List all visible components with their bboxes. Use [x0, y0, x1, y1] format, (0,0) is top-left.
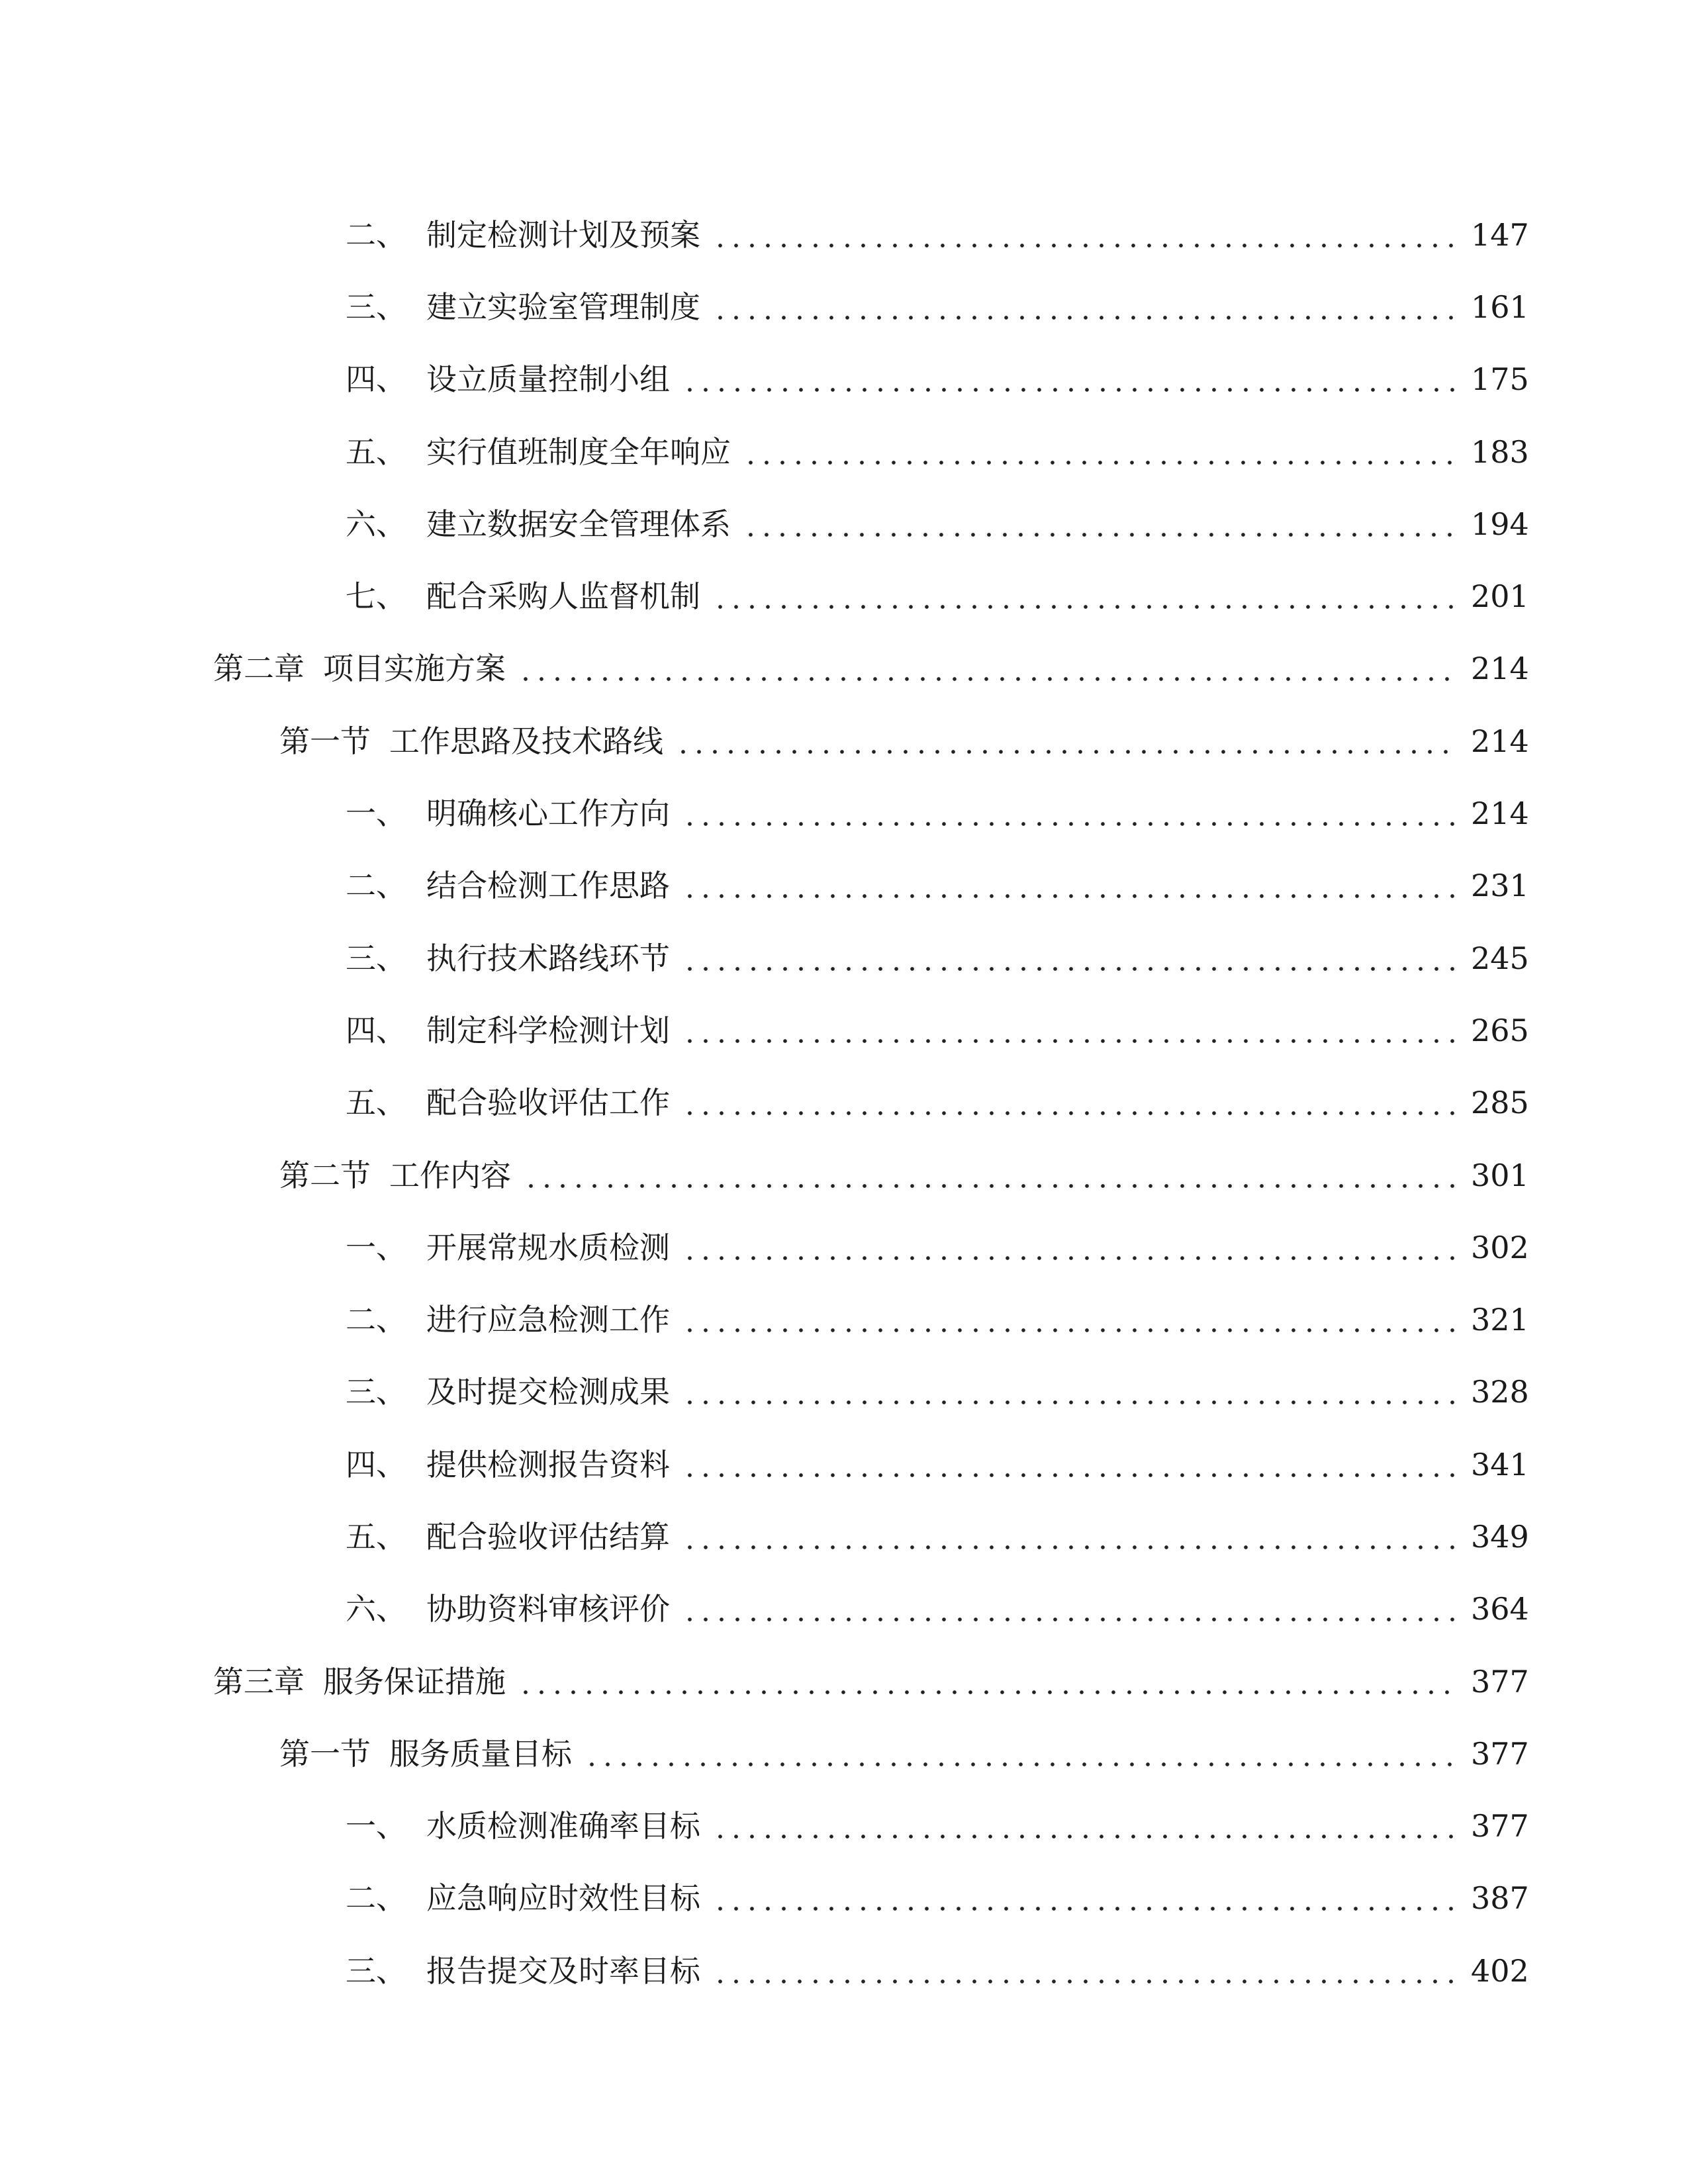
dot-leader [682, 1594, 1459, 1624]
toc-entry[interactable] [0, 1211, 1688, 1283]
toc-entry-page-number: 214 [1471, 723, 1529, 759]
toc-entry-page-number: 302 [1471, 1229, 1529, 1265]
toc-entry-number: 第一节 [279, 723, 371, 759]
table-of-contents [0, 199, 1688, 2007]
toc-entry[interactable] [0, 271, 1688, 343]
toc-entry-number: 七、 [346, 578, 406, 615]
toc-entry-label [346, 1518, 670, 1555]
toc-entry-label [346, 1302, 670, 1338]
toc-entry-title: 制定科学检测计划 [426, 1012, 670, 1048]
toc-entry[interactable] [0, 1283, 1688, 1355]
toc-entry-title: 设立质量控制小组 [426, 361, 670, 398]
toc-entry[interactable] [0, 560, 1688, 632]
toc-entry-label [213, 651, 506, 687]
dot-leader [675, 726, 1459, 756]
toc-entry-title: 工作思路及技术路线 [389, 723, 663, 759]
toc-entry-title: 及时提交检测成果 [426, 1374, 670, 1410]
toc-entry[interactable] [0, 777, 1688, 849]
dot-leader [712, 1956, 1459, 1986]
toc-entry-label [346, 216, 700, 253]
toc-entry-label [346, 1229, 670, 1265]
toc-entry[interactable] [0, 1645, 1688, 1717]
toc-entry-label [346, 289, 700, 325]
toc-entry-page-number: 321 [1471, 1302, 1529, 1338]
toc-entry-page-number: 341 [1471, 1446, 1529, 1482]
dot-leader [682, 1377, 1459, 1407]
toc-entry-label [213, 1663, 506, 1700]
toc-entry[interactable] [0, 1717, 1688, 1790]
toc-entry-label [346, 940, 670, 976]
toc-entry[interactable] [0, 1500, 1688, 1572]
toc-entry-label [346, 1880, 700, 1917]
toc-entry-number: 二、 [346, 1302, 406, 1338]
toc-entry-page-number: 377 [1471, 1663, 1529, 1700]
toc-entry-page-number: 301 [1471, 1157, 1529, 1193]
toc-entry-number: 五、 [346, 1518, 406, 1555]
toc-entry-number: 三、 [346, 1952, 406, 1989]
toc-entry-title: 应急响应时效性目标 [426, 1880, 700, 1917]
toc-entry-page-number: 245 [1471, 940, 1529, 976]
toc-entry-page-number: 147 [1471, 216, 1529, 253]
toc-entry-number: 一、 [346, 796, 406, 832]
toc-entry-title: 建立数据安全管理体系 [426, 506, 731, 542]
dot-leader [682, 1522, 1459, 1552]
toc-entry-number: 四、 [346, 361, 406, 398]
toc-entry[interactable] [0, 343, 1688, 416]
toc-entry-page-number: 285 [1471, 1085, 1529, 1121]
toc-entry-title: 执行技术路线环节 [426, 940, 670, 976]
toc-entry-title: 报告提交及时率目标 [426, 1952, 700, 1989]
toc-entry-number: 第三章 [213, 1663, 305, 1700]
toc-entry-number: 第二节 [279, 1157, 371, 1193]
toc-entry-page-number: 214 [1471, 796, 1529, 832]
toc-entry-title: 制定检测计划及预案 [426, 216, 700, 253]
toc-entry[interactable] [0, 1934, 1688, 2007]
toc-entry-title: 提供检测报告资料 [426, 1446, 670, 1482]
dot-leader [712, 1811, 1459, 1841]
dot-leader [682, 1087, 1459, 1118]
dot-leader [712, 1883, 1459, 1913]
toc-entry-title: 水质检测准确率目标 [426, 1808, 700, 1844]
toc-entry-title: 配合验收评估工作 [426, 1085, 670, 1121]
toc-entry-number: 五、 [346, 433, 406, 470]
toc-entry[interactable] [0, 416, 1688, 488]
toc-entry-page-number: 328 [1471, 1374, 1529, 1410]
toc-entry-title: 开展常规水质检测 [426, 1229, 670, 1265]
dot-leader [743, 437, 1459, 467]
toc-entry-label [279, 723, 663, 759]
toc-entry-page-number: 183 [1471, 433, 1529, 470]
toc-entry[interactable] [0, 199, 1688, 271]
dot-leader [584, 1739, 1459, 1769]
toc-entry[interactable] [0, 488, 1688, 560]
toc-entry-title: 结合检测工作思路 [426, 868, 670, 904]
toc-entry-label [346, 1085, 670, 1121]
toc-entry-label [346, 796, 670, 832]
toc-entry[interactable] [0, 850, 1688, 922]
toc-entry-page-number: 194 [1471, 506, 1529, 542]
toc-entry-label [346, 361, 670, 398]
toc-entry-label [279, 1735, 572, 1772]
toc-entry-page-number: 377 [1471, 1735, 1529, 1772]
dot-leader [682, 1232, 1459, 1263]
toc-entry-label [346, 433, 731, 470]
dot-leader [682, 870, 1459, 901]
toc-entry-number: 一、 [346, 1229, 406, 1265]
toc-entry-number: 六、 [346, 1591, 406, 1627]
toc-entry-number: 二、 [346, 1880, 406, 1917]
toc-entry-number: 三、 [346, 940, 406, 976]
toc-entry-title: 项目实施方案 [323, 651, 506, 687]
toc-entry-label [346, 578, 700, 615]
dot-leader [518, 653, 1459, 684]
toc-entry[interactable] [0, 1428, 1688, 1500]
dot-leader [682, 1449, 1459, 1480]
dot-leader [743, 509, 1459, 539]
dot-leader [682, 1304, 1459, 1335]
toc-entry-label [346, 1952, 700, 1989]
toc-entry-page-number: 175 [1471, 361, 1529, 398]
toc-entry-page-number: 231 [1471, 868, 1529, 904]
toc-entry[interactable] [0, 994, 1688, 1066]
toc-entry-title: 工作内容 [389, 1157, 511, 1193]
toc-entry-title: 进行应急检测工作 [426, 1302, 670, 1338]
toc-entry-title: 协助资料审核评价 [426, 1591, 670, 1627]
toc-entry[interactable] [0, 1356, 1688, 1428]
toc-entry-page-number: 161 [1471, 289, 1529, 325]
toc-entry-title: 配合验收评估结算 [426, 1518, 670, 1555]
toc-entry-number: 三、 [346, 1374, 406, 1410]
dot-leader [523, 1160, 1459, 1191]
toc-entry-title: 服务质量目标 [389, 1735, 572, 1772]
toc-entry-number: 二、 [346, 216, 406, 253]
toc-entry-title: 服务保证措施 [323, 1663, 506, 1700]
dot-leader [682, 364, 1459, 394]
dot-leader [712, 581, 1459, 612]
toc-entry-title: 配合采购人监督机制 [426, 578, 700, 615]
toc-entry-title: 实行值班制度全年响应 [426, 433, 731, 470]
dot-leader [712, 220, 1459, 250]
toc-entry-label [346, 1374, 670, 1410]
toc-entry-number: 第二章 [213, 651, 305, 687]
toc-entry-label [346, 1012, 670, 1048]
toc-entry-page-number: 265 [1471, 1012, 1529, 1048]
toc-entry-number: 二、 [346, 868, 406, 904]
toc-entry-page-number: 377 [1471, 1808, 1529, 1844]
toc-entry-title: 明确核心工作方向 [426, 796, 670, 832]
toc-entry-page-number: 364 [1471, 1591, 1529, 1627]
toc-entry-label [346, 868, 670, 904]
toc-entry-page-number: 214 [1471, 651, 1529, 687]
toc-entry-label [346, 1446, 670, 1482]
dot-leader [682, 1015, 1459, 1046]
toc-entry-label [279, 1157, 511, 1193]
dot-leader [682, 798, 1459, 829]
toc-entry-number: 四、 [346, 1446, 406, 1482]
dot-leader [682, 943, 1459, 974]
dot-leader [518, 1666, 1459, 1697]
toc-entry[interactable] [0, 705, 1688, 777]
toc-entry[interactable] [0, 1139, 1688, 1211]
toc-entry-number: 第一节 [279, 1735, 371, 1772]
toc-entry-number: 四、 [346, 1012, 406, 1048]
dot-leader [712, 292, 1459, 322]
toc-entry-title: 建立实验室管理制度 [426, 289, 700, 325]
toc-entry-page-number: 201 [1471, 578, 1529, 615]
toc-entry[interactable] [0, 633, 1688, 705]
toc-entry[interactable] [0, 1067, 1688, 1139]
toc-entry-label [346, 1591, 670, 1627]
toc-entry-number: 六、 [346, 506, 406, 542]
toc-entry[interactable] [0, 1862, 1688, 1934]
toc-entry[interactable] [0, 1573, 1688, 1645]
toc-entry[interactable] [0, 922, 1688, 994]
toc-entry-page-number: 402 [1471, 1952, 1529, 1989]
toc-entry-label [346, 506, 731, 542]
toc-entry-number: 五、 [346, 1085, 406, 1121]
toc-entry-number: 三、 [346, 289, 406, 325]
toc-entry-label [346, 1808, 700, 1844]
toc-entry[interactable] [0, 1790, 1688, 1862]
toc-entry-number: 一、 [346, 1808, 406, 1844]
toc-entry-page-number: 349 [1471, 1518, 1529, 1555]
toc-entry-page-number: 387 [1471, 1880, 1529, 1917]
